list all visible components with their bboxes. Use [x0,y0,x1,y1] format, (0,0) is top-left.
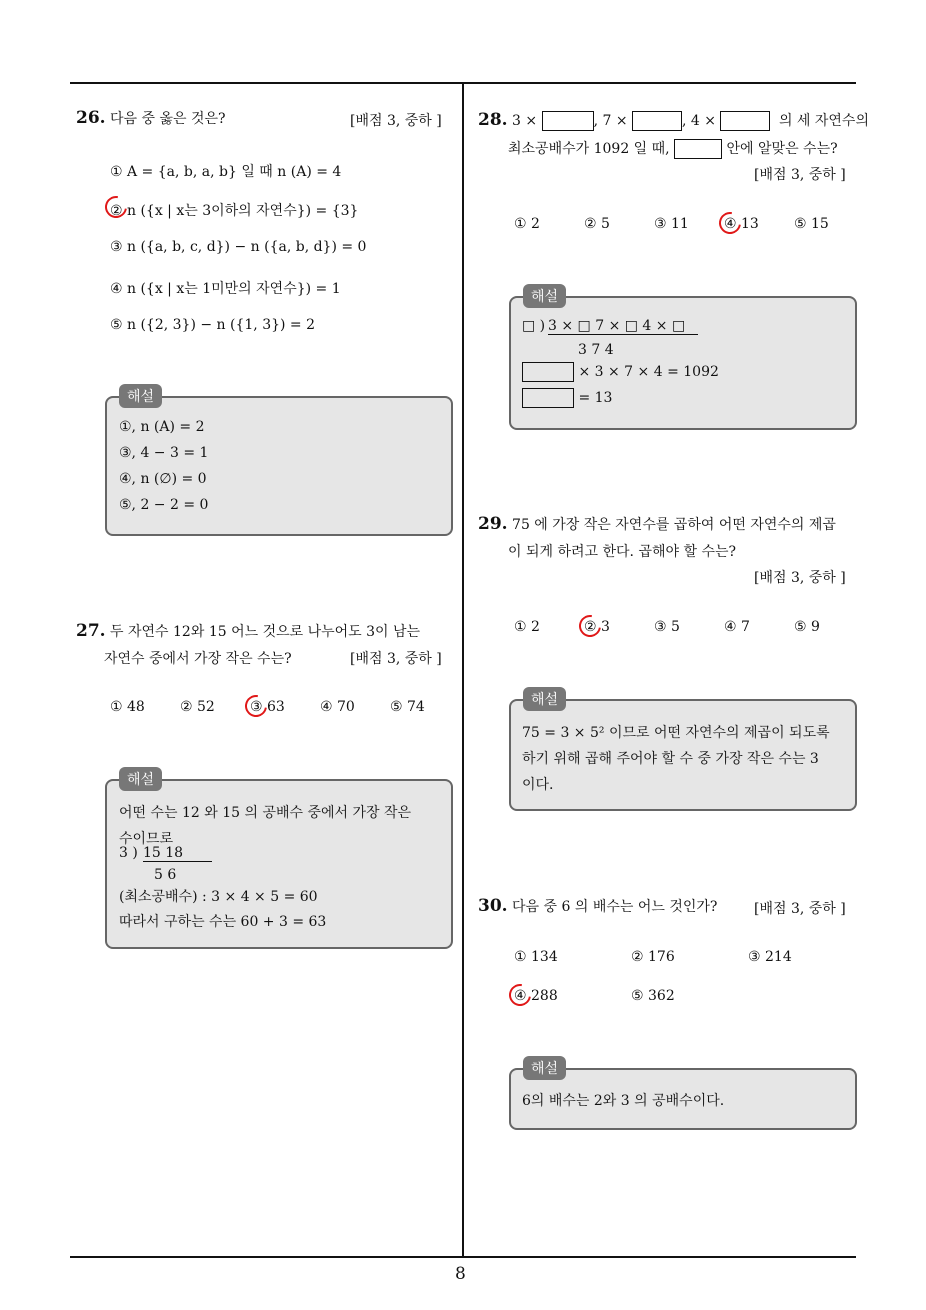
option-3[interactable]: ③ n ({a, b, c, d}) − n ({a, b, d}) = 0 [110,239,367,255]
solution-tag: 해설 [119,767,162,791]
option-1[interactable]: ① 2 [514,216,540,232]
solution-tag: 해설 [523,284,566,308]
solution-line: ③, 4 − 3 = 1 [119,445,209,461]
option-4[interactable]: ④ 288 [514,988,558,1004]
solution-tag: 해설 [523,687,566,711]
solution-tag: 해설 [523,1056,566,1080]
question-text: 75 에 가장 작은 자연수를 곱하여 어떤 자연수의 제곱 [512,517,836,533]
division-top-row: 15 18 [143,845,212,862]
option-2[interactable]: ② 176 [631,949,675,965]
solution-tag: 해설 [119,384,162,408]
question-text: 다음 중 옳은 것은? [110,111,226,127]
blank-box [542,111,594,131]
solution-line: 이다. [522,777,554,793]
option-1[interactable]: ① 2 [514,619,540,635]
option-5[interactable]: ⑤ n ({2, 3}) − n ({1, 3}) = 2 [110,317,316,333]
option-5[interactable]: ⑤ 15 [794,216,829,232]
question-text: 최소공배수가 1092 일 때, [508,141,670,157]
solution-line: 수이므로 [119,831,174,847]
option-1[interactable]: ① 134 [514,949,558,965]
bottom-rule [70,1256,856,1258]
blank-box [720,111,770,131]
division-divisor: □ ) [522,318,546,334]
option-3[interactable]: ③ 11 [654,216,689,232]
division-divisor: 3 ) [119,845,138,861]
option-3[interactable]: ③ 63 [250,699,285,715]
question-text: 두 자연수 12와 15 어느 것으로 나누어도 3이 남는 [110,624,421,640]
option-4[interactable]: ④ 7 [724,619,750,635]
option-4[interactable]: ④ 70 [320,699,355,715]
answer-mark-circle [241,691,272,722]
division-bottom-row: 5 6 [154,867,177,883]
question-number: 30. [478,896,508,916]
question-number: 27. [76,621,106,641]
solution-text: = 13 [578,390,613,406]
page-number: 8 [455,1264,466,1284]
option-2[interactable]: ② 52 [180,699,215,715]
blank-box [522,362,574,382]
solution-line: 하기 위해 곱해 주어야 할 수 중 가장 작은 수는 3 [522,751,819,767]
question-meta: [배점 3, 중하 ] [350,113,442,129]
option-2[interactable]: ② n ({x | x는 3이하의 자연수}) = {3} [110,203,359,219]
question-meta: [배점 3, 중하 ] [754,570,846,586]
solution-line: 어떤 수는 12 와 15 의 공배수 중에서 가장 작은 [119,805,412,821]
option-1[interactable]: ① 48 [110,699,145,715]
question-number: 28. [478,110,508,130]
question-text: 안에 알맞은 수는? [726,141,838,157]
option-2[interactable]: ② 5 [584,216,610,232]
question-meta: [배점 3, 중하 ] [350,651,442,667]
option-4[interactable]: ④ 13 [724,216,759,232]
answer-mark-circle [575,611,606,642]
option-3[interactable]: ③ 5 [654,619,680,635]
question-number: 26. [76,108,106,128]
question-text: 의 세 자연수의 [778,113,869,129]
question-text-line2: 자연수 중에서 가장 작은 수는? [104,651,292,667]
blank-box [674,139,722,159]
option-2[interactable]: ② 3 [584,619,610,635]
option-5[interactable]: ⑤ 74 [390,699,425,715]
question-meta: [배점 3, 중하 ] [754,901,846,917]
option-5[interactable]: ⑤ 362 [631,988,675,1004]
answer-mark-circle [715,208,746,239]
option-5[interactable]: ⑤ 9 [794,619,820,635]
solution-text: × 3 × 7 × 4 = 1092 [578,364,719,380]
option-1[interactable]: ① A = {a, b, a, b} 일 때 n (A) = 4 [110,164,342,180]
solution-line [522,362,719,382]
division-top-row: 3 × □ 7 × □ 4 × □ [548,318,698,335]
blank-box [522,388,574,408]
solution-line: ④, n (∅) = 0 [119,471,207,487]
question-text: , 7 × [593,113,628,129]
division-bottom-row: 3 7 4 [578,342,614,358]
question-number: 29. [478,514,508,534]
question-text-line2: 이 되게 하려고 한다. 곱해야 할 수는? [508,544,736,560]
answer-mark-circle [505,980,536,1011]
question-text: 다음 중 6 의 배수는 어느 것인가? [512,899,718,915]
solution-line [522,388,612,408]
solution-box [105,396,453,536]
blank-box [632,111,682,131]
solution-line: (최소공배수) : 3 × 4 × 5 = 60 [119,889,318,905]
option-4[interactable]: ④ n ({x | x는 1미만의 자연수}) = 1 [110,281,341,297]
option-3[interactable]: ③ 214 [748,949,792,965]
question-meta: [배점 3, 중하 ] [754,167,846,183]
solution-line: 6의 배수는 2와 3 의 공배수이다. [522,1093,725,1109]
column-divider [462,82,464,1258]
solution-line: ①, n (A) = 2 [119,419,205,435]
solution-line: 따라서 구하는 수는 60 + 3 = 63 [119,914,327,930]
solution-line: 75 = 3 × 5² 이므로 어떤 자연수의 제곱이 되도록 [522,725,830,741]
question-text: , 4 × [682,113,717,129]
question-text: 3 × [512,113,538,129]
solution-line: ⑤, 2 − 2 = 0 [119,497,209,513]
